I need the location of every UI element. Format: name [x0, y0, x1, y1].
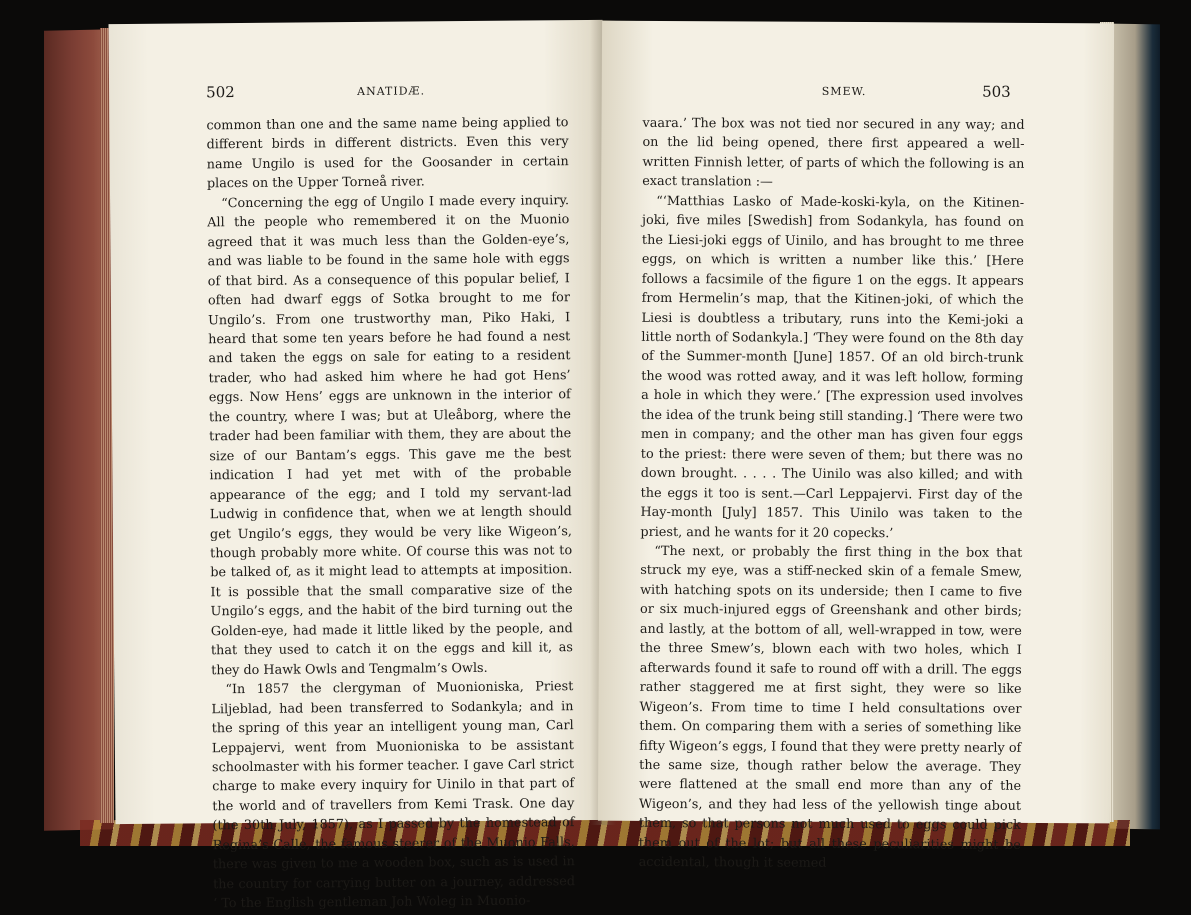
paragraph: “‘Matthias Lasko of Made-koski-kyla, on the Kitinen-joki, five miles [Swedish] from Sodankyla, has found on the Liesi-joki eggs of Uinilo, and has brought to me three eggs, on which is written a number like this.’ [Here follows a facsimile of the figure 1 on the eggs. It appears from Hermelin’s map, that the Kitinen-joki, of which the Liesi is doubtless a tributary, runs into the Kemi-joki a little north of Sodankyla.] ‘They were found on the 8th day of the Summer-month [June] 1857. Of an old birch-trunk the wood was rotted away, and it was left hollow, forming a hole in which they were.’ [The expression used involves the idea of the trunk being still standing.] ‘There were two men in company; and the other man has given four eggs to the priest: there were seven of them; but there was no down brought. . . . . The Uinilo was also killed; and with the eggs it too is sent.—Carl Leppajervi. First day of the Hay-month [July] 1857. This Uinilo was taken to the priest, and he wants for it 20 copecks.’	[640, 193, 1025, 541]
paragraph: vaara.’ The box was not tied nor secured in any way; and on the lid being opened, there first appeared a well-written Finnish letter, of parts of which the following is an exact translation :—	[642, 115, 1025, 190]
right-page-header	[602, 81, 1114, 108]
page-number: 502	[206, 83, 235, 102]
page-number: 503	[982, 82, 1011, 101]
paragraph: “The next, or probably the first thing in the box that struck my eye, was a stiff-necked skin of a female Smew, with hatching spots on its underside; then I came to five or six much-injured eggs of Greenshank and other birds; and lastly, at the bottom of all, well-wrapped in tow, were the three Smew’s, blown each with two holes, which I afterwards found it safe to round off with a drill. The eggs rather staggered me at first sight, they were so like Wigeon’s. From time to time I held consultations over them. On comparing them with a series of something like fifty Wigeon’s eggs, I found that they were pretty nearly of the same size, though rather below the average. They were flattened at the small end more than any of the Wigeon’s, and they had less of the yellowish tinge about them, so that persons not much used to eggs could pick them out of the lot; but all these peculiarities might be accidental, though it seemed	[638, 543, 1023, 872]
paragraph: “Concerning the egg of Ungilo I made every inquiry. All the people who remembered it on the Muonio agreed that it was much less than the Golden-eye’s, and was liable to be found in the same hole with eggs of that bird. As a consequence of this popular belief, I often had dwarf eggs of Sotka brought to me for Ungilo’s. From one trustworthy man, Piko Haki, I heard that some ten years before he had found a nest and taken the eggs on sale for eating to a resident trader, who had asked him where he had got Hens’ eggs. Now Hens’ eggs are unknown in the interior of the country, where I was; but at Uleåborg, where the trader had been familiar with them, they are about the size of our Bantam’s eggs. This gave me the best indication I had yet met with of the probable appearance of the egg; and I told my servant-lad Ludwig in confidence that, when we at length should get Ungilo’s eggs, they would be very like Wigeon’s, though probably more white. Of course this was not to be talked of, as it might lead to attempts at imposition. It is possible that the small comparative size of the Ungilo’s eggs, and the habit of the bird turning out the Golden-eye, had made it little liked by the people, and that they used to catch it on the eggs and kill it, as they do Hawk Owls and Tengmalm’s Owls.	[207, 192, 574, 678]
right-page-body	[639, 114, 1025, 875]
left-page	[109, 20, 610, 912]
left-page-body	[206, 113, 575, 914]
book-cover-right	[1110, 24, 1160, 830]
right-page	[598, 21, 1114, 872]
running-head: ANATIDÆ.	[357, 84, 426, 99]
left-page-header	[109, 80, 603, 108]
running-head: SMEW.	[821, 84, 867, 99]
paragraph: “In 1857 the clergyman of Muonioniska, Priest Liljeblad, had been transferred to Sodankyla; and in the spring of this year an intelligent young man, Carl Leppajervi, went from Muonioniska to be assistant schoolmaster with his former teacher. I gave Carl strict charge to make every inquiry for Uinilo in that part of the world and of travellers from Kemi Trask. One day (the 30th July, 1857), as I passed by the homestead of Regina’s Calle, the famous steerer of the Muonio Falls, there was given to me a wooden box, such as is used in the country for carrying butter on a journey, addressed ‘ To the English gentleman Joh Woleg in Muonio-	[211, 679, 576, 912]
paragraph: common than one and the same name being applied to different birds in different districts. Even this very name Ungilo is used for the Goosander in certain places on the Upper Torneå river.	[206, 115, 569, 192]
